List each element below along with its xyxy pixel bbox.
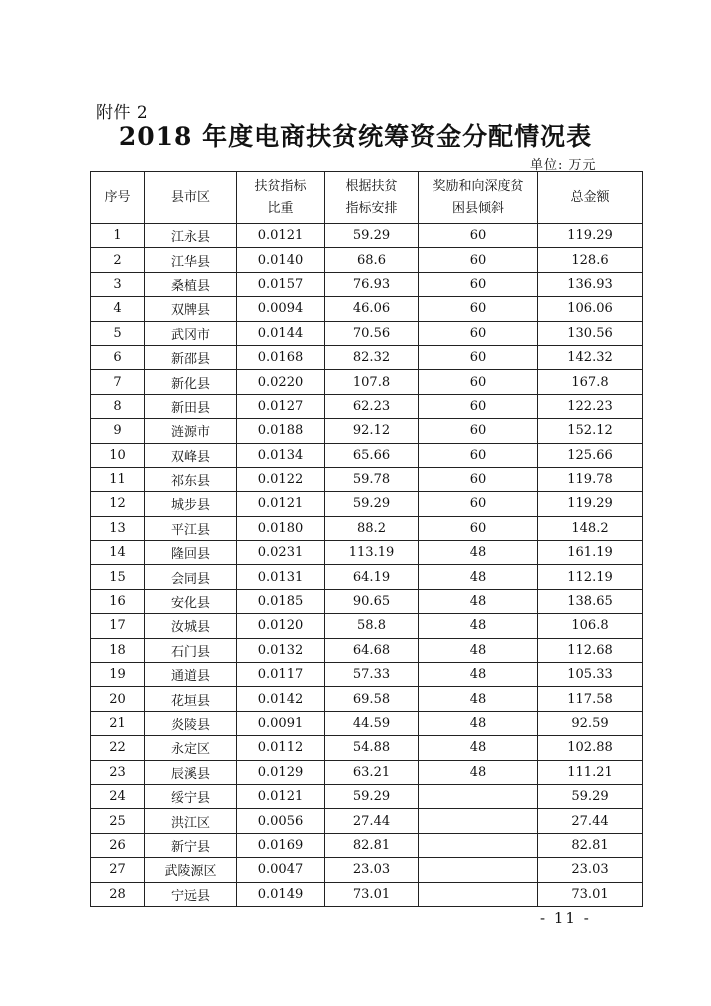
cell-total: 136.93 bbox=[538, 272, 643, 296]
cell-ratio: 0.0231 bbox=[237, 541, 325, 565]
table-row bbox=[91, 565, 643, 589]
cell-ratio: 0.0056 bbox=[237, 809, 325, 833]
page-number: - 11 - bbox=[540, 909, 591, 927]
cell-total: 92.59 bbox=[538, 711, 643, 735]
header-line: 县市区 bbox=[170, 189, 210, 205]
cell-allocation: 69.58 bbox=[325, 687, 419, 711]
cell-allocation: 57.33 bbox=[325, 663, 419, 687]
table-row bbox=[91, 345, 643, 369]
cell-index: 13 bbox=[91, 516, 145, 540]
table-row bbox=[91, 760, 643, 784]
cell-allocation: 27.44 bbox=[325, 809, 419, 833]
cell-county: 新化县 bbox=[145, 370, 237, 394]
cell-index: 18 bbox=[91, 638, 145, 662]
cell-county: 武冈市 bbox=[145, 321, 237, 345]
table-header-row bbox=[91, 172, 643, 224]
cell-ratio: 0.0094 bbox=[237, 297, 325, 321]
cell-bonus: 48 bbox=[419, 760, 538, 784]
cell-county: 城步县 bbox=[145, 492, 237, 516]
cell-allocation: 59.29 bbox=[325, 224, 419, 248]
cell-ratio: 0.0122 bbox=[237, 467, 325, 491]
cell-index: 14 bbox=[91, 541, 145, 565]
cell-total: 152.12 bbox=[538, 419, 643, 443]
cell-index: 25 bbox=[91, 809, 145, 833]
header-line: 序号 bbox=[104, 189, 131, 205]
cell-total: 111.21 bbox=[538, 760, 643, 784]
cell-bonus: 60 bbox=[419, 370, 538, 394]
cell-allocation: 62.23 bbox=[325, 394, 419, 418]
cell-bonus: 60 bbox=[419, 345, 538, 369]
cell-index: 22 bbox=[91, 736, 145, 760]
cell-total: 112.68 bbox=[538, 638, 643, 662]
cell-bonus: 48 bbox=[419, 614, 538, 638]
cell-bonus: 60 bbox=[419, 516, 538, 540]
cell-total: 119.29 bbox=[538, 492, 643, 516]
cell-county: 永定区 bbox=[145, 736, 237, 760]
cell-ratio: 0.0129 bbox=[237, 760, 325, 784]
cell-allocation: 82.81 bbox=[325, 833, 419, 857]
cell-allocation: 90.65 bbox=[325, 589, 419, 613]
cell-bonus: 48 bbox=[419, 638, 538, 662]
cell-total: 112.19 bbox=[538, 565, 643, 589]
table-row bbox=[91, 687, 643, 711]
header-index-ratio bbox=[237, 172, 325, 224]
cell-ratio: 0.0144 bbox=[237, 321, 325, 345]
cell-allocation: 92.12 bbox=[325, 419, 419, 443]
cell-county: 绥宁县 bbox=[145, 784, 237, 808]
cell-index: 3 bbox=[91, 272, 145, 296]
cell-total: 138.65 bbox=[538, 589, 643, 613]
cell-index: 15 bbox=[91, 565, 145, 589]
cell-bonus: 60 bbox=[419, 419, 538, 443]
cell-bonus: 48 bbox=[419, 736, 538, 760]
cell-ratio: 0.0157 bbox=[237, 272, 325, 296]
table-row bbox=[91, 663, 643, 687]
table-row bbox=[91, 248, 643, 272]
table-row bbox=[91, 224, 643, 248]
cell-bonus bbox=[419, 784, 538, 808]
cell-index: 16 bbox=[91, 589, 145, 613]
table-row bbox=[91, 784, 643, 808]
cell-index: 5 bbox=[91, 321, 145, 345]
cell-total: 148.2 bbox=[538, 516, 643, 540]
table-row bbox=[91, 467, 643, 491]
cell-bonus: 60 bbox=[419, 394, 538, 418]
cell-bonus: 48 bbox=[419, 663, 538, 687]
header-line: 总金额 bbox=[570, 189, 610, 205]
cell-index: 19 bbox=[91, 663, 145, 687]
cell-county: 汝城县 bbox=[145, 614, 237, 638]
cell-total: 161.19 bbox=[538, 541, 643, 565]
unit-label: 单位: 万元 bbox=[530, 158, 597, 173]
cell-bonus: 48 bbox=[419, 565, 538, 589]
cell-total: 102.88 bbox=[538, 736, 643, 760]
cell-ratio: 0.0188 bbox=[237, 419, 325, 443]
cell-bonus: 60 bbox=[419, 297, 538, 321]
cell-bonus: 48 bbox=[419, 711, 538, 735]
cell-allocation: 59.29 bbox=[325, 784, 419, 808]
cell-allocation: 64.68 bbox=[325, 638, 419, 662]
cell-ratio: 0.0121 bbox=[237, 224, 325, 248]
table-row bbox=[91, 589, 643, 613]
cell-county: 涟源市 bbox=[145, 419, 237, 443]
cell-county: 花垣县 bbox=[145, 687, 237, 711]
cell-bonus bbox=[419, 809, 538, 833]
cell-ratio: 0.0220 bbox=[237, 370, 325, 394]
table-row bbox=[91, 443, 643, 467]
table-row bbox=[91, 541, 643, 565]
cell-allocation: 54.88 bbox=[325, 736, 419, 760]
table-row bbox=[91, 638, 643, 662]
cell-index: 21 bbox=[91, 711, 145, 735]
header-line: 困县倾斜 bbox=[451, 200, 504, 216]
cell-bonus: 60 bbox=[419, 443, 538, 467]
cell-county: 安化县 bbox=[145, 589, 237, 613]
cell-bonus: 60 bbox=[419, 272, 538, 296]
cell-allocation: 63.21 bbox=[325, 760, 419, 784]
cell-allocation: 64.19 bbox=[325, 565, 419, 589]
cell-total: 142.32 bbox=[538, 345, 643, 369]
cell-index: 7 bbox=[91, 370, 145, 394]
cell-allocation: 82.32 bbox=[325, 345, 419, 369]
cell-bonus bbox=[419, 833, 538, 857]
table-row bbox=[91, 809, 643, 833]
cell-ratio: 0.0127 bbox=[237, 394, 325, 418]
cell-county: 武陵源区 bbox=[145, 858, 237, 882]
cell-total: 117.58 bbox=[538, 687, 643, 711]
header-total bbox=[538, 172, 643, 224]
cell-ratio: 0.0131 bbox=[237, 565, 325, 589]
cell-index: 27 bbox=[91, 858, 145, 882]
cell-county: 新邵县 bbox=[145, 345, 237, 369]
table-row bbox=[91, 370, 643, 394]
cell-county: 祁东县 bbox=[145, 467, 237, 491]
cell-bonus: 48 bbox=[419, 589, 538, 613]
cell-county: 宁远县 bbox=[145, 882, 237, 906]
cell-allocation: 70.56 bbox=[325, 321, 419, 345]
cell-ratio: 0.0121 bbox=[237, 784, 325, 808]
table-row bbox=[91, 736, 643, 760]
cell-index: 6 bbox=[91, 345, 145, 369]
cell-allocation: 73.01 bbox=[325, 882, 419, 906]
cell-allocation: 76.93 bbox=[325, 272, 419, 296]
cell-total: 105.33 bbox=[538, 663, 643, 687]
cell-allocation: 23.03 bbox=[325, 858, 419, 882]
cell-ratio: 0.0140 bbox=[237, 248, 325, 272]
cell-total: 130.56 bbox=[538, 321, 643, 345]
header-line: 比重 bbox=[267, 200, 294, 216]
cell-county: 新宁县 bbox=[145, 833, 237, 857]
cell-county: 辰溪县 bbox=[145, 760, 237, 784]
cell-total: 82.81 bbox=[538, 833, 643, 857]
cell-allocation: 113.19 bbox=[325, 541, 419, 565]
cell-county: 江华县 bbox=[145, 248, 237, 272]
cell-total: 119.29 bbox=[538, 224, 643, 248]
cell-ratio: 0.0134 bbox=[237, 443, 325, 467]
table-row bbox=[91, 614, 643, 638]
cell-total: 119.78 bbox=[538, 467, 643, 491]
cell-allocation: 59.78 bbox=[325, 467, 419, 491]
header-line: 根据扶贫 bbox=[345, 178, 398, 194]
table-row bbox=[91, 833, 643, 857]
table-row bbox=[91, 394, 643, 418]
cell-allocation: 88.2 bbox=[325, 516, 419, 540]
table-row bbox=[91, 858, 643, 882]
cell-ratio: 0.0149 bbox=[237, 882, 325, 906]
cell-allocation: 107.8 bbox=[325, 370, 419, 394]
cell-total: 27.44 bbox=[538, 809, 643, 833]
header-poverty-allocation bbox=[325, 172, 419, 224]
cell-total: 167.8 bbox=[538, 370, 643, 394]
cell-bonus: 60 bbox=[419, 224, 538, 248]
header-index bbox=[91, 172, 145, 224]
cell-county: 江永县 bbox=[145, 224, 237, 248]
cell-bonus: 48 bbox=[419, 687, 538, 711]
cell-county: 通道县 bbox=[145, 663, 237, 687]
cell-ratio: 0.0168 bbox=[237, 345, 325, 369]
cell-county: 双牌县 bbox=[145, 297, 237, 321]
allocation-table bbox=[90, 171, 643, 907]
table-row bbox=[91, 297, 643, 321]
table-body bbox=[91, 224, 643, 907]
cell-bonus bbox=[419, 858, 538, 882]
cell-ratio: 0.0112 bbox=[237, 736, 325, 760]
cell-county: 新田县 bbox=[145, 394, 237, 418]
cell-total: 106.8 bbox=[538, 614, 643, 638]
cell-ratio: 0.0142 bbox=[237, 687, 325, 711]
cell-index: 4 bbox=[91, 297, 145, 321]
table-row bbox=[91, 492, 643, 516]
header-line: 指标安排 bbox=[345, 200, 398, 216]
cell-county: 双峰县 bbox=[145, 443, 237, 467]
cell-bonus: 60 bbox=[419, 467, 538, 491]
cell-county: 隆回县 bbox=[145, 541, 237, 565]
cell-bonus: 60 bbox=[419, 248, 538, 272]
table-row bbox=[91, 882, 643, 906]
cell-index: 9 bbox=[91, 419, 145, 443]
cell-index: 10 bbox=[91, 443, 145, 467]
table-row bbox=[91, 321, 643, 345]
cell-county: 桑植县 bbox=[145, 272, 237, 296]
cell-ratio: 0.0120 bbox=[237, 614, 325, 638]
cell-total: 128.6 bbox=[538, 248, 643, 272]
cell-county: 炎陵县 bbox=[145, 711, 237, 735]
cell-allocation: 65.66 bbox=[325, 443, 419, 467]
page-title: 2018 年度电商扶贫统筹资金分配情况表 bbox=[118, 122, 593, 151]
cell-ratio: 0.0121 bbox=[237, 492, 325, 516]
attachment-label: 附件 2 bbox=[96, 103, 149, 123]
cell-total: 23.03 bbox=[538, 858, 643, 882]
cell-county: 石门县 bbox=[145, 638, 237, 662]
cell-index: 11 bbox=[91, 467, 145, 491]
cell-index: 2 bbox=[91, 248, 145, 272]
cell-index: 24 bbox=[91, 784, 145, 808]
cell-allocation: 44.59 bbox=[325, 711, 419, 735]
cell-ratio: 0.0117 bbox=[237, 663, 325, 687]
cell-total: 125.66 bbox=[538, 443, 643, 467]
cell-index: 23 bbox=[91, 760, 145, 784]
table-row bbox=[91, 711, 643, 735]
cell-bonus bbox=[419, 882, 538, 906]
cell-total: 73.01 bbox=[538, 882, 643, 906]
cell-county: 会同县 bbox=[145, 565, 237, 589]
cell-total: 59.29 bbox=[538, 784, 643, 808]
cell-index: 8 bbox=[91, 394, 145, 418]
header-bonus-tilt bbox=[419, 172, 538, 224]
header-county bbox=[145, 172, 237, 224]
cell-allocation: 68.6 bbox=[325, 248, 419, 272]
cell-bonus: 60 bbox=[419, 492, 538, 516]
cell-allocation: 58.8 bbox=[325, 614, 419, 638]
cell-ratio: 0.0169 bbox=[237, 833, 325, 857]
cell-allocation: 59.29 bbox=[325, 492, 419, 516]
cell-ratio: 0.0180 bbox=[237, 516, 325, 540]
cell-index: 17 bbox=[91, 614, 145, 638]
cell-index: 1 bbox=[91, 224, 145, 248]
cell-ratio: 0.0132 bbox=[237, 638, 325, 662]
cell-ratio: 0.0185 bbox=[237, 589, 325, 613]
cell-total: 122.23 bbox=[538, 394, 643, 418]
cell-index: 26 bbox=[91, 833, 145, 857]
table-row bbox=[91, 272, 643, 296]
cell-allocation: 46.06 bbox=[325, 297, 419, 321]
table-row bbox=[91, 516, 643, 540]
header-line: 奖励和向深度贫 bbox=[432, 178, 524, 194]
cell-index: 28 bbox=[91, 882, 145, 906]
cell-ratio: 0.0091 bbox=[237, 711, 325, 735]
table-row bbox=[91, 419, 643, 443]
cell-bonus: 60 bbox=[419, 321, 538, 345]
cell-county: 洪江区 bbox=[145, 809, 237, 833]
cell-index: 20 bbox=[91, 687, 145, 711]
cell-bonus: 48 bbox=[419, 541, 538, 565]
header-line: 扶贫指标 bbox=[254, 178, 307, 194]
cell-county: 平江县 bbox=[145, 516, 237, 540]
cell-ratio: 0.0047 bbox=[237, 858, 325, 882]
cell-total: 106.06 bbox=[538, 297, 643, 321]
cell-index: 12 bbox=[91, 492, 145, 516]
